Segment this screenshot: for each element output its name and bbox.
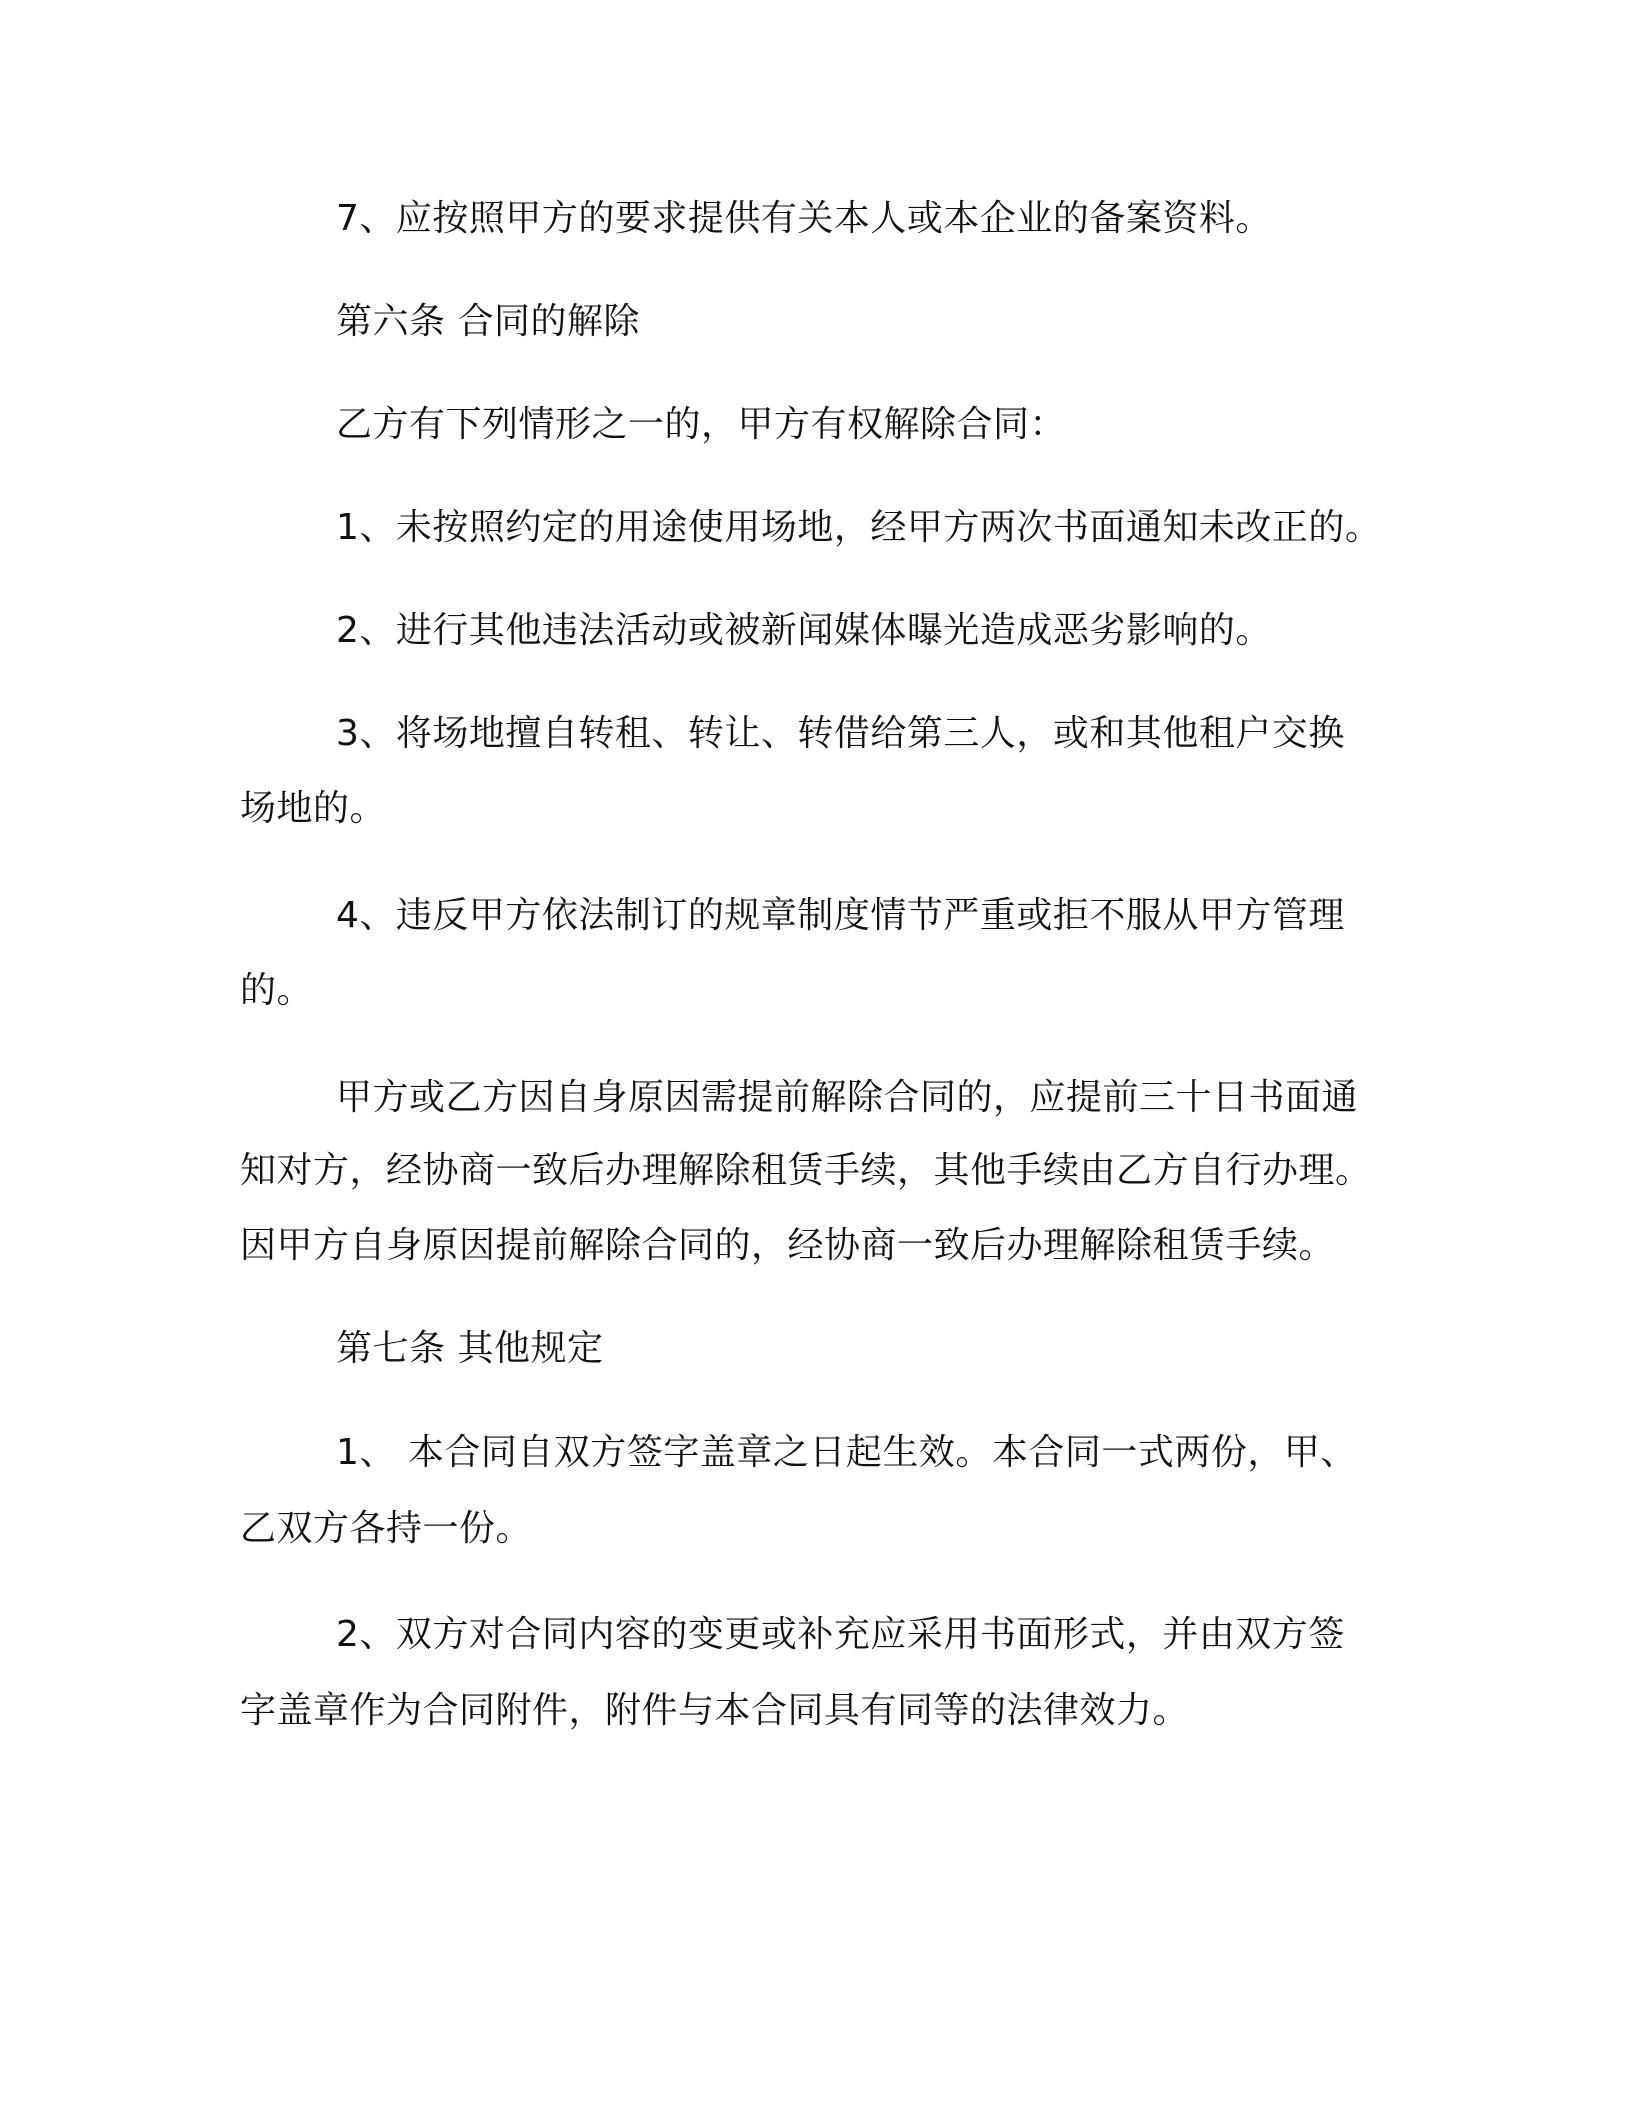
- article-7-heading: 第七条 其他规定: [336, 1328, 604, 1369]
- article-6-intro: 乙方有下列情形之一的，甲方有权解除合同：: [336, 404, 1067, 445]
- article-6-item-3-line-2: 场地的。: [240, 788, 387, 829]
- clause-5-item-7: 7、应按照甲方的要求提供有关本人或本企业的备案资料。: [336, 198, 1272, 239]
- article-6-item-3-line-1: 3、将场地擅自转租、转让、转借给第三人，或和其他租户交换: [336, 713, 1345, 754]
- article-7-item-2-line-1: 2、双方对合同内容的变更或补充应采用书面形式，并由双方签: [336, 1614, 1345, 1655]
- article-6-item-1: 1、未按照约定的用途使用场地，经甲方两次书面通知未改正的。: [336, 507, 1382, 548]
- article-6-item-4-line-1: 4、违反甲方依法制订的规章制度情节严重或拒不服从甲方管理: [336, 895, 1345, 936]
- article-7-item-1-line-1: 1、 本合同自双方签字盖章之日起生效。本合同一式两份，甲、: [336, 1432, 1357, 1473]
- article-6-early-termination-line-2: 知对方，经协商一致后办理解除租赁手续，其他手续由乙方自行办理。: [240, 1150, 1372, 1191]
- article-7-item-2-line-2: 字盖章作为合同附件，附件与本合同具有同等的法律效力。: [240, 1690, 1190, 1731]
- article-7-item-1-line-2: 乙双方各持一份。: [240, 1508, 533, 1549]
- article-6-early-termination-line-1: 甲方或乙方因自身原因需提前解除合同的，应提前三十日书面通: [336, 1077, 1359, 1118]
- article-6-early-termination-line-3: 因甲方自身原因提前解除合同的，经协商一致后办理解除租赁手续。: [240, 1225, 1336, 1266]
- article-6-item-2: 2、进行其他违法活动或被新闻媒体曝光造成恶劣影响的。: [336, 610, 1272, 651]
- article-6-item-4-line-2: 的。: [240, 970, 314, 1011]
- article-6-heading: 第六条 合同的解除: [336, 301, 640, 342]
